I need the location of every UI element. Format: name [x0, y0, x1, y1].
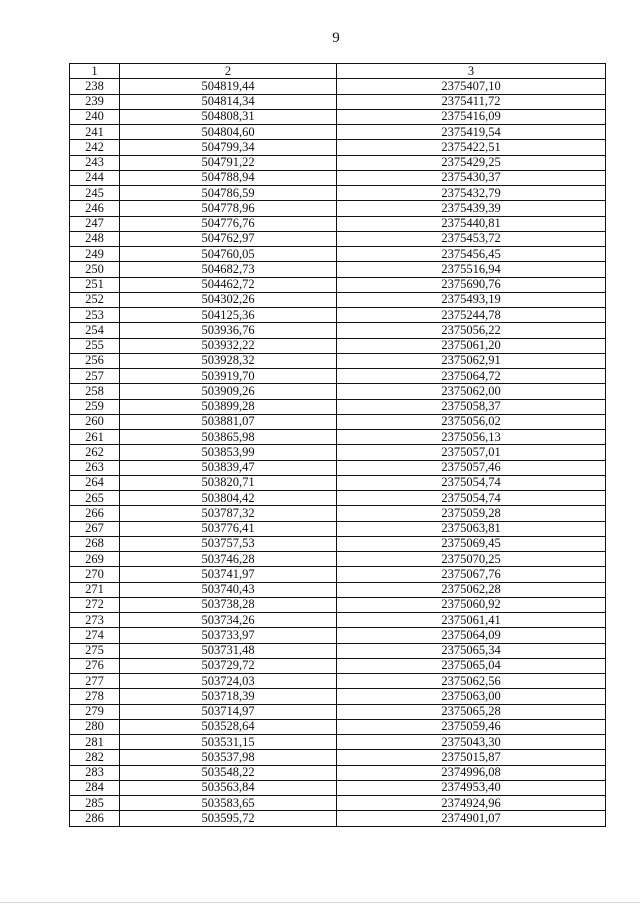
cell-x-coordinate: 503839,47: [120, 460, 337, 475]
cell-point-number: 286: [70, 811, 120, 826]
cell-y-coordinate: 2375059,28: [337, 506, 606, 521]
cell-point-number: 260: [70, 414, 120, 429]
table-row: [70, 689, 606, 704]
cell-point-number: 241: [70, 125, 120, 140]
cell-y-coordinate: 2374924,96: [337, 796, 606, 811]
cell-x-coordinate: 503881,07: [120, 414, 337, 429]
table-row: [70, 369, 606, 384]
cell-x-coordinate: 503595,72: [120, 811, 337, 826]
cell-y-coordinate: 2375419,54: [337, 125, 606, 140]
cell-y-coordinate: 2375069,45: [337, 536, 606, 551]
cell-x-coordinate: 504804,60: [120, 125, 337, 140]
cell-x-coordinate: 503936,76: [120, 323, 337, 338]
cell-point-number: 250: [70, 262, 120, 277]
cell-x-coordinate: 503738,28: [120, 597, 337, 612]
cell-y-coordinate: 2375407,10: [337, 79, 606, 94]
cell-x-coordinate: 504814,34: [120, 94, 337, 109]
cell-y-coordinate: 2375070,25: [337, 552, 606, 567]
cell-y-coordinate: 2375422,51: [337, 140, 606, 155]
cell-y-coordinate: 2375430,37: [337, 170, 606, 185]
cell-x-coordinate: 503932,22: [120, 338, 337, 353]
table-row: [70, 155, 606, 170]
cell-point-number: 259: [70, 399, 120, 414]
cell-x-coordinate: 503563,84: [120, 780, 337, 795]
cell-y-coordinate: 2375453,72: [337, 231, 606, 246]
table-row: [70, 460, 606, 475]
cell-y-coordinate: 2375015,87: [337, 750, 606, 765]
cell-y-coordinate: 2375056,13: [337, 430, 606, 445]
table-row: [70, 780, 606, 795]
cell-point-number: 269: [70, 552, 120, 567]
table-row: [70, 201, 606, 216]
table-row: [70, 109, 606, 124]
cell-x-coordinate: 504462,72: [120, 277, 337, 292]
cell-point-number: 274: [70, 628, 120, 643]
cell-y-coordinate: 2375061,20: [337, 338, 606, 353]
cell-point-number: 285: [70, 796, 120, 811]
table-row: [70, 475, 606, 490]
table-row: [70, 597, 606, 612]
cell-point-number: 273: [70, 613, 120, 628]
cell-point-number: 275: [70, 643, 120, 658]
cell-y-coordinate: 2375062,91: [337, 353, 606, 368]
table-row: [70, 445, 606, 460]
coordinates-table: [69, 63, 606, 827]
cell-point-number: 242: [70, 140, 120, 155]
cell-y-coordinate: 2374953,40: [337, 780, 606, 795]
cell-y-coordinate: 2375057,01: [337, 445, 606, 460]
cell-y-coordinate: 2374901,07: [337, 811, 606, 826]
cell-x-coordinate: 503740,43: [120, 582, 337, 597]
cell-point-number: 279: [70, 704, 120, 719]
cell-x-coordinate: 503776,41: [120, 521, 337, 536]
cell-x-coordinate: 504776,76: [120, 216, 337, 231]
cell-point-number: 278: [70, 689, 120, 704]
cell-y-coordinate: 2375059,46: [337, 719, 606, 734]
cell-x-coordinate: 503724,03: [120, 674, 337, 689]
cell-y-coordinate: 2375065,34: [337, 643, 606, 658]
cell-x-coordinate: 503733,97: [120, 628, 337, 643]
cell-point-number: 257: [70, 369, 120, 384]
table-row: [70, 170, 606, 185]
cell-y-coordinate: 2375439,39: [337, 201, 606, 216]
cell-point-number: 245: [70, 186, 120, 201]
cell-y-coordinate: 2375493,19: [337, 292, 606, 307]
cell-x-coordinate: 503899,28: [120, 399, 337, 414]
table-row: [70, 186, 606, 201]
table-row: [70, 292, 606, 307]
cell-point-number: 266: [70, 506, 120, 521]
cell-x-coordinate: 503853,99: [120, 445, 337, 460]
table-row: [70, 338, 606, 353]
cell-x-coordinate: 503548,22: [120, 765, 337, 780]
cell-y-coordinate: 2375429,25: [337, 155, 606, 170]
table-row: [70, 521, 606, 536]
table-row: [70, 613, 606, 628]
cell-x-coordinate: 504682,73: [120, 262, 337, 277]
cell-x-coordinate: 503820,71: [120, 475, 337, 490]
table-row: [70, 94, 606, 109]
table-row: [70, 231, 606, 246]
table-row: [70, 765, 606, 780]
cell-x-coordinate: 504302,26: [120, 292, 337, 307]
table-row: [70, 140, 606, 155]
cell-y-coordinate: 2375416,09: [337, 109, 606, 124]
cell-x-coordinate: 504125,36: [120, 308, 337, 323]
cell-y-coordinate: 2375690,76: [337, 277, 606, 292]
cell-y-coordinate: 2375440,81: [337, 216, 606, 231]
cell-y-coordinate: 2375057,46: [337, 460, 606, 475]
cell-point-number: 283: [70, 765, 120, 780]
cell-point-number: 282: [70, 750, 120, 765]
cell-y-coordinate: 2375056,22: [337, 323, 606, 338]
cell-point-number: 263: [70, 460, 120, 475]
page-bottom-edge: [0, 902, 640, 903]
table-row: [70, 582, 606, 597]
table-row: [70, 536, 606, 551]
table-row: [70, 674, 606, 689]
cell-point-number: 248: [70, 231, 120, 246]
table-row: [70, 323, 606, 338]
cell-x-coordinate: 503528,64: [120, 719, 337, 734]
cell-x-coordinate: 503804,42: [120, 491, 337, 506]
cell-x-coordinate: 503787,32: [120, 506, 337, 521]
cell-point-number: 258: [70, 384, 120, 399]
cell-y-coordinate: 2375244,78: [337, 308, 606, 323]
cell-y-coordinate: 2375054,74: [337, 475, 606, 490]
cell-point-number: 281: [70, 735, 120, 750]
cell-x-coordinate: 503718,39: [120, 689, 337, 704]
cell-x-coordinate: 504791,22: [120, 155, 337, 170]
table-row: [70, 277, 606, 292]
table-row: [70, 506, 606, 521]
cell-y-coordinate: 2375432,79: [337, 186, 606, 201]
table-row: [70, 704, 606, 719]
cell-point-number: 240: [70, 109, 120, 124]
cell-point-number: 270: [70, 567, 120, 582]
table-row: [70, 658, 606, 673]
cell-point-number: 268: [70, 536, 120, 551]
table-row: [70, 216, 606, 231]
cell-point-number: 243: [70, 155, 120, 170]
cell-x-coordinate: 503865,98: [120, 430, 337, 445]
cell-y-coordinate: 2375516,94: [337, 262, 606, 277]
cell-y-coordinate: 2375064,09: [337, 628, 606, 643]
column-header-x-coordinate: 2: [120, 64, 337, 79]
column-header-point-number: 1: [70, 64, 120, 79]
cell-x-coordinate: 503714,97: [120, 704, 337, 719]
table-row: [70, 750, 606, 765]
table-row: [70, 811, 606, 826]
table-row: [70, 719, 606, 734]
table-body: [70, 79, 606, 826]
table-row: [70, 384, 606, 399]
cell-x-coordinate: 503531,15: [120, 735, 337, 750]
cell-x-coordinate: 503729,72: [120, 658, 337, 673]
cell-point-number: 246: [70, 201, 120, 216]
cell-point-number: 239: [70, 94, 120, 109]
cell-point-number: 277: [70, 674, 120, 689]
cell-x-coordinate: 503537,98: [120, 750, 337, 765]
cell-x-coordinate: 504819,44: [120, 79, 337, 94]
column-header-y-coordinate: 3: [337, 64, 606, 79]
cell-x-coordinate: 503734,26: [120, 613, 337, 628]
page-number: 9: [332, 30, 340, 46]
table-row: [70, 308, 606, 323]
cell-y-coordinate: 2375063,81: [337, 521, 606, 536]
cell-x-coordinate: 504808,31: [120, 109, 337, 124]
cell-point-number: 254: [70, 323, 120, 338]
table-row: [70, 735, 606, 750]
cell-x-coordinate: 504786,59: [120, 186, 337, 201]
cell-x-coordinate: 503746,28: [120, 552, 337, 567]
cell-y-coordinate: 2375064,72: [337, 369, 606, 384]
cell-y-coordinate: 2375065,04: [337, 658, 606, 673]
cell-x-coordinate: 503919,70: [120, 369, 337, 384]
cell-y-coordinate: 2375067,76: [337, 567, 606, 582]
cell-x-coordinate: 504760,05: [120, 247, 337, 262]
cell-point-number: 249: [70, 247, 120, 262]
cell-point-number: 276: [70, 658, 120, 673]
cell-point-number: 284: [70, 780, 120, 795]
cell-x-coordinate: 504799,34: [120, 140, 337, 155]
table-row: [70, 399, 606, 414]
cell-point-number: 252: [70, 292, 120, 307]
cell-x-coordinate: 503757,53: [120, 536, 337, 551]
table-row: [70, 125, 606, 140]
cell-point-number: 267: [70, 521, 120, 536]
table-row: [70, 430, 606, 445]
cell-x-coordinate: 504762,97: [120, 231, 337, 246]
cell-y-coordinate: 2375061,41: [337, 613, 606, 628]
cell-y-coordinate: 2375065,28: [337, 704, 606, 719]
table-row: [70, 552, 606, 567]
cell-point-number: 256: [70, 353, 120, 368]
table-row: [70, 353, 606, 368]
table-row: [70, 414, 606, 429]
cell-x-coordinate: 503928,32: [120, 353, 337, 368]
table-row: [70, 628, 606, 643]
cell-x-coordinate: 504778,96: [120, 201, 337, 216]
cell-point-number: 271: [70, 582, 120, 597]
cell-y-coordinate: 2375054,74: [337, 491, 606, 506]
cell-y-coordinate: 2375062,00: [337, 384, 606, 399]
table-row: [70, 491, 606, 506]
cell-point-number: 244: [70, 170, 120, 185]
table-row: [70, 247, 606, 262]
cell-point-number: 262: [70, 445, 120, 460]
cell-y-coordinate: 2375063,00: [337, 689, 606, 704]
cell-x-coordinate: 503583,65: [120, 796, 337, 811]
cell-x-coordinate: 504788,94: [120, 170, 337, 185]
cell-point-number: 247: [70, 216, 120, 231]
cell-x-coordinate: 503741,97: [120, 567, 337, 582]
cell-point-number: 280: [70, 719, 120, 734]
cell-point-number: 265: [70, 491, 120, 506]
cell-point-number: 251: [70, 277, 120, 292]
cell-x-coordinate: 503909,26: [120, 384, 337, 399]
table-row: [70, 567, 606, 582]
cell-point-number: 238: [70, 79, 120, 94]
cell-point-number: 272: [70, 597, 120, 612]
cell-point-number: 264: [70, 475, 120, 490]
cell-y-coordinate: 2375056,02: [337, 414, 606, 429]
table-header-row: [70, 64, 606, 79]
cell-y-coordinate: 2375456,45: [337, 247, 606, 262]
cell-y-coordinate: 2375043,30: [337, 735, 606, 750]
cell-x-coordinate: 503731,48: [120, 643, 337, 658]
cell-y-coordinate: 2375062,56: [337, 674, 606, 689]
table-row: [70, 643, 606, 658]
cell-y-coordinate: 2375058,37: [337, 399, 606, 414]
cell-point-number: 261: [70, 430, 120, 445]
cell-y-coordinate: 2375062,28: [337, 582, 606, 597]
cell-point-number: 255: [70, 338, 120, 353]
cell-y-coordinate: 2375060,92: [337, 597, 606, 612]
cell-point-number: 253: [70, 308, 120, 323]
cell-y-coordinate: 2374996,08: [337, 765, 606, 780]
table-row: [70, 262, 606, 277]
table-row: [70, 79, 606, 94]
table-row: [70, 796, 606, 811]
cell-y-coordinate: 2375411,72: [337, 94, 606, 109]
